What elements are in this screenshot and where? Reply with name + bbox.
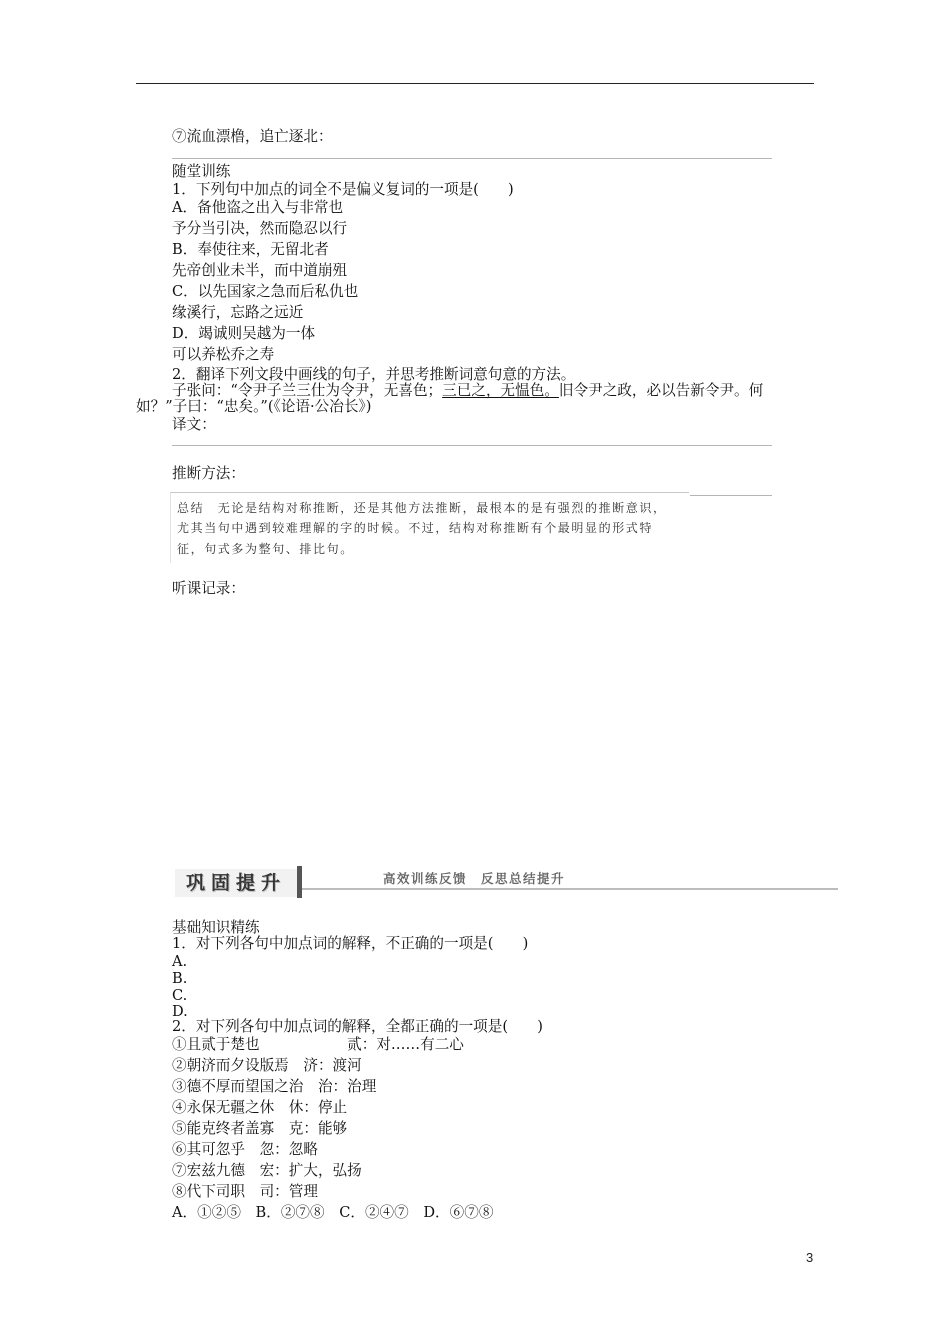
basics-q1-option-b: B. — [172, 970, 188, 987]
practice-q1-stem: 1．下列句中加点的词全不是偏义复词的一项是( ) — [172, 181, 514, 198]
section-title-basics: 基础知识精练 — [172, 919, 260, 936]
summary-line-2: 尤其当句中遇到较难理解的字的时候。不过，结构对称推断有个最明显的形式特 — [177, 521, 654, 535]
basics-q2-item-1: ①且贰于楚也 贰：对……有二心 — [172, 1036, 464, 1053]
passage-line-2: 如？”子曰：“忠矣。”(《论语·公冶长》) — [136, 398, 372, 415]
basics-q2-stem: 2．对下列各句中加点词的解释，全都正确的一项是( ) — [172, 1018, 543, 1035]
basics-q1-option-c: C. — [172, 987, 188, 1004]
section-title-practice: 随堂训练 — [172, 163, 231, 180]
practice-q1-a1: A．备他盗之出入与非常也 — [172, 199, 344, 216]
header-rule — [136, 83, 814, 84]
passage-text-2: 旧令尹之政，必以告新令尹。何 — [558, 382, 764, 399]
translation-label: 译文： — [172, 416, 216, 433]
banner-divider — [297, 866, 302, 898]
practice-q1-d1: D．竭诚则吴越为一体 — [172, 325, 316, 342]
basics-q1-option-a: A. — [172, 953, 188, 970]
notes-label: 听课记录： — [172, 580, 245, 597]
page-number: 3 — [806, 1250, 814, 1265]
consolidation-banner-title: 巩固提升 — [175, 869, 297, 897]
summary-line-3: 征，句式多为整句、排比句。 — [177, 542, 354, 556]
item-7: ⑦流血漂橹，追亡逐北： — [172, 128, 333, 145]
method-answer-line — [690, 495, 772, 496]
passage-text-1: 子张问：“令尹子兰三仕为令尹，无喜色； — [172, 382, 443, 399]
practice-q1-d2: 可以养松乔之寿 — [172, 346, 275, 363]
basics-q2-item-6: ⑥其可忽乎 忽：忽略 — [172, 1141, 318, 1158]
basics-q2-item-2: ②朝济而夕设版焉 济：渡河 — [172, 1057, 362, 1074]
basics-q1-stem: 1．对下列各句中加点词的解释，不正确的一项是( ) — [172, 935, 529, 952]
answer-line — [172, 158, 772, 159]
practice-q2-stem: 2．翻译下列文段中画线的句子，并思考推断词意句意的方法。 — [172, 366, 576, 383]
basics-q2-item-5: ⑤能克终者盖寡 克：能够 — [172, 1120, 348, 1137]
summary-box — [170, 492, 689, 563]
summary-line-1: 总结 无论是结构对称推断，还是其他方法推断，最根本的是有强烈的推断意识， — [177, 501, 667, 515]
banner-rule — [302, 888, 838, 890]
basics-q2-item-4: ④永保无疆之休 休：停止 — [172, 1099, 348, 1116]
basics-q1-option-d: D. — [172, 1003, 188, 1020]
basics-q2-item-7: ⑦宏兹九德 宏：扩大，弘扬 — [172, 1162, 362, 1179]
consolidation-banner-subtitle: 高效训练反馈 反思总结提升 — [383, 871, 566, 886]
basics-q2-answers: A．①②⑤ B．②⑦⑧ C．②④⑦ D．⑥⑦⑧ — [172, 1204, 494, 1221]
basics-q2-item-3: ③德不厚而望国之治 治：治理 — [172, 1078, 377, 1095]
translation-answer-line — [172, 445, 772, 446]
passage-underlined-sentence: 三已之，无愠色。 — [442, 382, 559, 399]
basics-q2-item-8: ⑧代下司职 司：管理 — [172, 1183, 318, 1200]
practice-q1-c2: 缘溪行，忘路之远近 — [172, 304, 304, 321]
practice-q1-c1: C．以先国家之急而后私仇也 — [172, 283, 359, 300]
practice-q1-a2: 予分当引决，然而隐忍以行 — [172, 220, 348, 237]
method-label: 推断方法： — [172, 465, 245, 482]
practice-q1-b2: 先帝创业未半，而中道崩殂 — [172, 262, 348, 279]
practice-q1-b1: B．奉使往来，无留北者 — [172, 241, 329, 258]
